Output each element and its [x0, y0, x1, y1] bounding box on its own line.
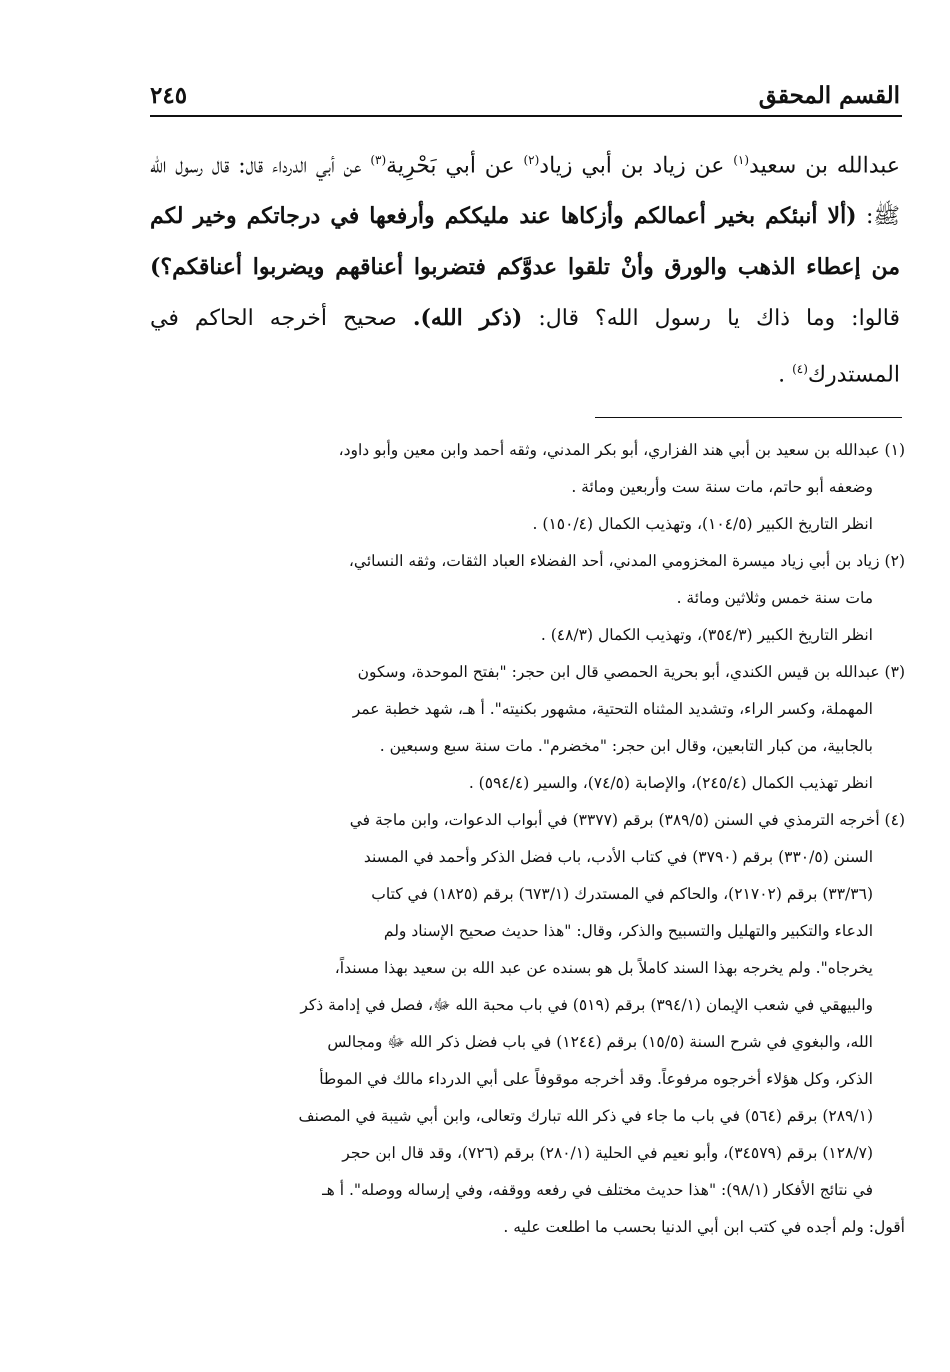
footnotes: [150, 432, 905, 1246]
text-run: صحيح أخرجه الحاكم في المستدرك: [150, 306, 900, 388]
hadith-paragraph: [150, 135, 900, 401]
footnote-ref-2[interactable]: (٢): [523, 153, 540, 167]
footnote-line: الذكر، وكل هؤلاء أخرجوه مرفوعاً. وقد أخرجه موقوفاً على أبي الدرداء مالك في الموطأ: [319, 1070, 873, 1088]
footnote-line: الدعاء والتكبير والتهليل والتسبيح والذكر، وقال: "هذا حديث صحيح الإسناد ولم: [383, 922, 873, 940]
footnote-line: (٤) أخرجه الترمذي في السنن (٣٨٩/٥) برقم (٣٣٧٧) في أبواب الدعوات، وابن ماجة في: [349, 811, 905, 829]
footnote-1: [150, 432, 905, 543]
footnote-4: [150, 802, 905, 1246]
footnote-line: (١) عبدالله بن سعيد بن أبي هند الفزاري، أبو بكر المدني، وثقه أحمد وابن معين وأبو داود،: [338, 441, 905, 459]
footnote-line: مات سنة خمس وثلاثين ومائة .: [676, 589, 873, 607]
footnote-line: (١٢٨/٧) برقم (٣٤٥٧٩)، وأبو نعيم في الحلية (٢٨٠/١) برقم (٧٢٦)، وقد قال ابن حجر: [342, 1144, 873, 1162]
footnote-2: [150, 543, 905, 654]
text-run: قالوا: وما ذاك يا رسول الله؟ قال:: [522, 306, 900, 332]
section-title: القسم المحقق: [758, 82, 900, 109]
text-run: عن زياد بن أبي زياد: [539, 153, 734, 179]
text-run: عن أبي بَحْرِية: [386, 153, 524, 179]
main-text: [150, 135, 900, 401]
footnote-line: المهملة، وكسر الراء، وتشديد المثناه التحتية، مشهور بكنيته". أ هـ، شهد خطبة عمر: [352, 700, 873, 718]
footnote-ref-1[interactable]: (١): [733, 153, 750, 167]
footnote-line: والبيهقي في شعب الإيمان (٣٩٤/١) برقم (٥١٩) في باب محبة الله ﷻ، فصل في إدامة ذكر: [300, 996, 873, 1014]
footnote-line: (٢) زياد بن أبي زياد ميسرة المخزومي المدني، أحد الفضلاء العباد الثقات، وثقه النسائي،: [348, 552, 905, 570]
footnote-line: الله، والبغوي في شرح السنة (١٥/٥) برقم (١٢٤٤) في باب فضل ذكر الله ﷻ ومجالس: [327, 1033, 873, 1051]
footnote-line: انظر التاريخ الكبير (١٠٤/٥)، وتهذيب الكمال (١٥٠/٤) .: [532, 515, 873, 533]
header-rule: [150, 115, 902, 117]
text-run: .: [778, 362, 793, 388]
text-run: عبدالله بن سعيد: [749, 153, 901, 179]
footnote-3: [150, 654, 905, 802]
footnote-line: بالجابية، من كبار التابعين، وقال ابن حجر: "مخضرم". مات سنة سبع وسبعين .: [379, 737, 873, 755]
footnote-line: (٣) عبدالله بن قيس الكندي، أبو بحرية الحمصي قال ابن حجر: "بفتح الموحدة، وسكون: [357, 663, 905, 681]
running-header: [150, 82, 900, 116]
footnote-ref-3[interactable]: (٣): [370, 153, 387, 167]
footnote-line: وضعفه أبو حاتم، مات سنة ست وأربعين ومائة .: [571, 478, 873, 496]
footnote-line: انظر التاريخ الكبير (٣٥٤/٣)، وتهذيب الكمال (٤٨/٣) .: [540, 626, 873, 644]
footnote-line: أقول: ولم أجده في كتب ابن أبي الدنيا بحسب ما اطلعت عليه .: [503, 1218, 905, 1236]
page-number: ٢٤٥: [150, 82, 188, 109]
footnote-ref-4[interactable]: (٤): [792, 362, 808, 377]
footnote-line: في نتائج الأفكار (٩٨/١): "هذا حديث مختلف في رفعه ووقفه، وفي إرساله ووصله". أ هـ: [322, 1181, 873, 1199]
footnote-line: (٣٣/٣٦) برقم (٢١٧٠٢)، والحاكم في المستدرك (٦٧٣/١) برقم (١٨٢٥) في كتاب: [371, 885, 873, 903]
footnote-line: (٢٨٩/١) برقم (٥٦٤) في باب ما جاء في ذكر الله تبارك وتعالى، وابن أبي شيبة في المصنف: [298, 1107, 873, 1125]
footnote-line: السنن (٣٣٠/٥) برقم (٣٧٩٠) في كتاب الأدب، باب فضل الذكر وأحمد في المسند: [363, 848, 873, 866]
dhikr-text: (ذكر الله).: [412, 305, 523, 332]
footnote-separator: [595, 417, 902, 418]
text-run: عن أبي الدرداء قال: قال رسول الله ﷺ:: [150, 153, 900, 230]
footnote-line: يخرجاه". ولم يخرجه بهذا السند كاملاً بل هو بسنده عن عبد الله بن سعيد بهذا مسنداً،: [334, 959, 873, 977]
footnote-line: انظر تهذيب الكمال (٢٤٥/٤)، والإصابة (٧٤/٥)، والسير (٥٩٤/٤) .: [468, 774, 873, 792]
hadith-text: (ألا أنبئكم بخير أعمالكم وأزكاها عند مليككم وأرفعها في درجاتكم وخير لكم من إعطاء الذهب والورق وأنْ تلقوا عدوَّكم فتضربوا أعناقهم ويضربوا أعناقكم؟): [150, 203, 900, 281]
